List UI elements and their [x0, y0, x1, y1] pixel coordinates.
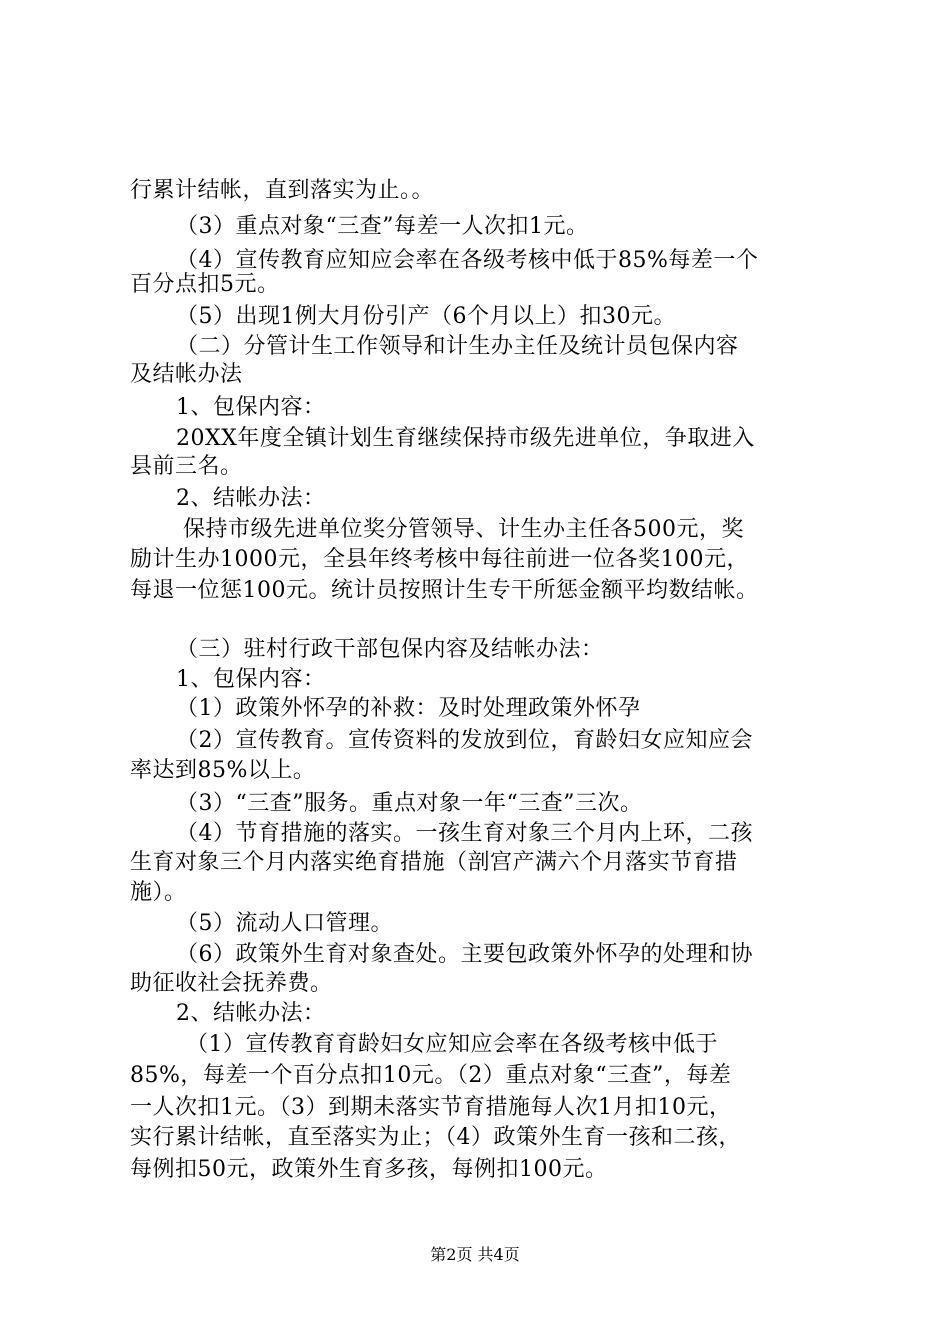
text-line: （3）“三查”服务。重点对象一年“三查”三次。: [176, 791, 643, 816]
text-line: 行累计结帐，直到落实为止。。: [130, 178, 435, 203]
text-line: 百分点扣5元。: [130, 272, 280, 297]
text-line: 及结帐办法: [130, 362, 243, 387]
text-line: （5）出现1例大月份引产（6个月以上）扣30元。: [176, 304, 676, 329]
text-line: （3）重点对象“三查”每差一人次扣1元。: [176, 214, 589, 239]
text-line: 1、包保内容：: [176, 395, 326, 420]
text-line: 助征收社会抚养费。: [130, 971, 333, 996]
text-line: （4）节育措施的落实。一孩生育对象三个月内上环，二孩: [176, 821, 753, 846]
text-line: （6）政策外生育对象查处。主要包政策外怀孕的处理和协: [176, 942, 753, 967]
text-line: （2）宣传教育。宣传资料的发放到位，育龄妇女应知应会: [176, 728, 753, 753]
text-line: 每退一位惩100元。统计员按照计生专干所惩金额平均数结帐。: [130, 578, 759, 603]
text-line: 励计生办1000元，全县年终考核中每往前进一位各奖100元，: [130, 547, 749, 572]
text-line: 保持市级先进单位奖分管领导、计生办主任各500元，奖: [183, 517, 744, 542]
text-line: 一人次扣1元。（3）到期未落实节育措施每人次1月扣10元，: [130, 1095, 732, 1120]
text-line: （1）政策外怀孕的补救：及时处理政策外怀孕: [176, 696, 641, 721]
text-line: 85%，每差一个百分点扣10元。（2）重点对象“三查”，每差: [130, 1063, 732, 1088]
text-line: 率达到85%以上。: [130, 758, 316, 783]
text-line: 生育对象三个月内落实绝育措施（剖宫产满六个月落实节育措: [130, 850, 738, 875]
text-line: （4）宣传教育应知应会率在各级考核中低于85%每差一个: [176, 248, 759, 273]
text-line: 每例扣50元，政策外生育多孩，每例扣100元。: [130, 1157, 608, 1182]
page-footer: 第2页 共4页: [430, 1245, 520, 1264]
text-line: 20XX年度全镇计划生育继续保持市级先进单位，争取进入: [176, 426, 755, 451]
text-line: （二）分管计生工作领导和计生办主任及统计员包保内容: [176, 334, 739, 359]
text-line: 县前三名。: [130, 454, 243, 479]
text-line: 实行累计结帐，直至落实为止；（4）政策外生育一孩和二孩，: [130, 1125, 741, 1150]
text-line: （5）流动人口管理。: [176, 911, 393, 936]
text-line: 施）。: [130, 880, 187, 905]
text-line: 2、结帐办法：: [176, 486, 326, 511]
text-line: 1、包保内容：: [176, 667, 326, 692]
text-line: （1）宣传教育育龄妇女应知应会率在各级考核中低于: [186, 1032, 718, 1057]
text-line: 2、结帐办法：: [176, 1001, 326, 1026]
text-line: （三）驻村行政干部包保内容及结帐办法：: [176, 637, 604, 662]
